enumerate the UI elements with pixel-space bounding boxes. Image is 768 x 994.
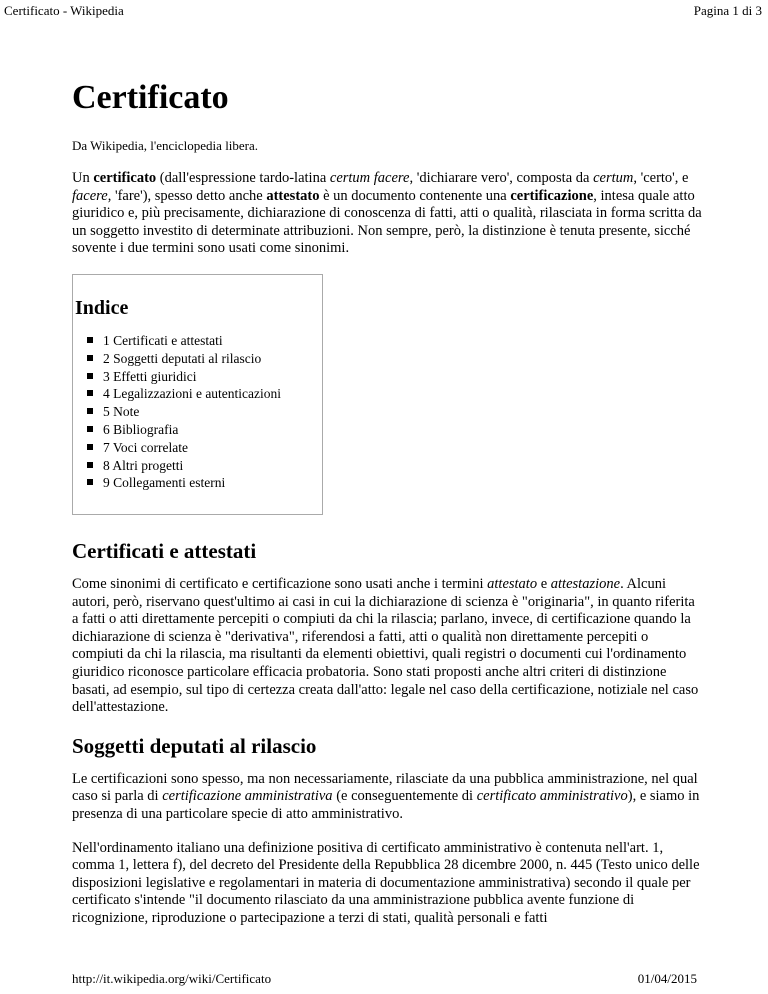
article-content	[72, 76, 702, 943]
text-run: , intesa quale atto giuridico e, più precisamente, dichiarazione di conoscenza di fatti, atti o qualità, rilasciata in forma scritta da un soggetto investito di determinate attribuzioni. Non sempre, però, la distinzione è tenuta presente, sicché sovente i due termini sono usati come sinonimi.	[72, 187, 702, 257]
toc-item[interactable]: 6 Bibliografia	[87, 421, 322, 439]
section-paragraph: Nell'ordinamento italiano una definizione positiva di certificato amministrativo è contenuta nell'art. 1, comma 1, lettera f), del decreto del Presidente della Repubblica 28 dicembre 2000, n. 445 (Testo unico delle disposizioni legislative e regolamentari in materia di documentazione amministrativa) secondo il quale per certificato s'intende "il documento rilasciato da una amministrazione pubblica avente funzione di ricognizione, riproduzione o partecipazione a terzi di stati, qualità personali e fatti	[72, 839, 700, 926]
italic-term: attestazione	[550, 575, 621, 592]
text-run: ), e siamo in presenza di una particolare specie di atto amministrativo.	[72, 788, 700, 822]
toc-item[interactable]: 4 Legalizzazioni e autenticazioni	[87, 385, 322, 403]
italic-term: certificato amministrativo	[476, 788, 628, 805]
print-header-title: Certificato - Wikipedia	[4, 3, 124, 18]
bold-term: attestato	[266, 187, 320, 204]
page-tagline: Da Wikipedia, l'enciclopedia libera.	[72, 138, 259, 153]
italic-term: attestato	[487, 575, 538, 592]
table-of-contents	[72, 274, 323, 515]
text-run: è un documento contenente una	[319, 187, 511, 204]
toc-item[interactable]: 9 Collegamenti esterni	[87, 474, 322, 492]
toc-title: Indice	[75, 296, 129, 319]
text-run: (dall'espressione tardo-latina	[156, 170, 330, 186]
text-run: Un	[72, 170, 94, 186]
intro-paragraph	[72, 170, 702, 258]
italic-term: facere	[72, 187, 108, 204]
section-paragraph	[72, 771, 702, 824]
print-footer-url: http://it.wikipedia.org/wiki/Certificato	[72, 971, 272, 986]
bold-term: certificato	[93, 170, 157, 186]
italic-term: certificazione amministrativa	[162, 788, 333, 805]
toc-item[interactable]: 8 Altri progetti	[87, 457, 322, 475]
text-run: e	[537, 575, 551, 592]
text-run: , 'dichiarare vero', composta da	[409, 170, 594, 186]
text-run: (e conseguentemente di	[332, 788, 477, 805]
toc-item[interactable]: 2 Soggetti deputati al rilascio	[87, 350, 322, 368]
text-run: Le certificazioni sono spesso, ma non necessariamente, rilasciate da una pubblica amministrazione, nel qual caso si parla di	[72, 770, 698, 805]
text-run: , 'fare'), spesso detto anche	[107, 187, 267, 204]
page-title: Certificato	[72, 79, 229, 116]
text-run: . Alcuni autori, però, riservano quest'ultimo ai casi in cui la dichiarazione di scienza è "originaria", in quanto riferita a fatti o atti direttamente percepiti o compiuti da chi la rilascia; parlano, invece, di certificazione quando la dichiarazione di scienza è "derivativa", riferendosi a fatti, atti o qualità non direttamente percepiti o compiuti da chi la rilascia, ma risultanti da elementi obiettivi, quali registri o documenti cui l'ordinamento giuridico riconosce particolare efficacia probatoria. Sono stati proposti anche altri criteri di distinzione basati, ad esempio, sul tipo di certezza creata dall'atto: legale nel caso della certificazione, notiziale nel caso dell'attestazione.	[72, 575, 699, 716]
section-heading-certificati: Certificati e attestati	[72, 538, 257, 563]
text-run: Come sinonimi di certificato e certificazione sono usati anche i termini	[72, 575, 488, 592]
toc-item[interactable]: 3 Effetti giuridici	[87, 368, 322, 386]
toc-list	[75, 332, 322, 492]
print-footer-date: 01/04/2015	[637, 971, 697, 986]
toc-item[interactable]: 5 Note	[87, 403, 322, 421]
italic-term: certum	[593, 170, 634, 186]
toc-item[interactable]: 7 Voci correlate	[87, 439, 322, 457]
toc-item[interactable]: 1 Certificati e attestati	[87, 332, 322, 350]
section-heading-soggetti: Soggetti deputati al rilascio	[72, 733, 317, 758]
bold-term: certificazione	[510, 187, 594, 204]
section-paragraph	[72, 576, 702, 717]
text-run: , 'certo', e	[633, 170, 689, 186]
print-header-page-number: Pagina 1 di 3	[693, 3, 762, 18]
italic-term: certum facere	[329, 170, 410, 186]
